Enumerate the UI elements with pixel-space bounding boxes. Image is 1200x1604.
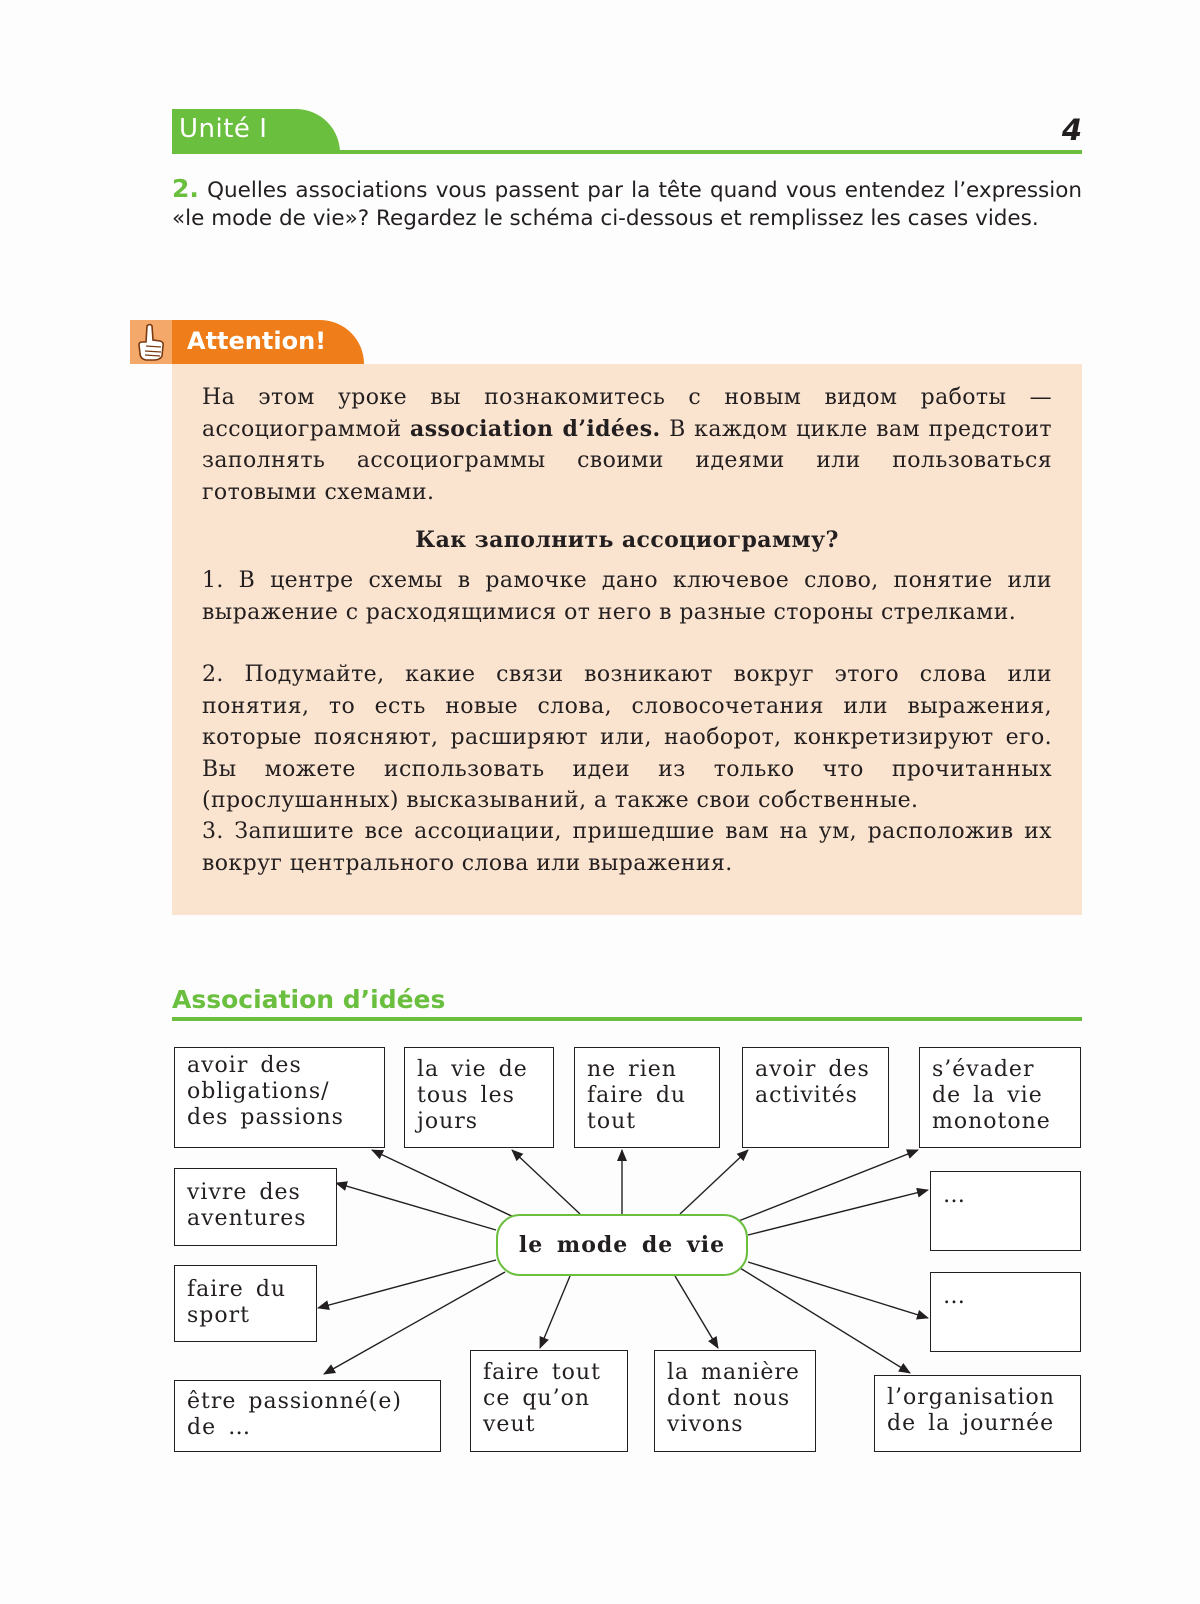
arrow [680,1150,748,1214]
center-concept: le mode de vie [496,1214,748,1276]
association-title: Association d’idées [172,985,446,1014]
attention-step: 1. В центре схемы в рамочке дано ключевое слово, понятие или выражение с расходящимися от него в разные стороны стрелками. [202,568,1052,625]
attention-step: 2. Подумайте, какие связи возникают вокруг этого слова или понятия, то есть новые слова, словосочетания или выражения, которые поясняют, расширяют или, наоборот, конкретизируют его. Вы можете использовать идеи из только что прочитанных (прослушанных) высказываний, а также свои собственные. [202,662,1052,813]
arrow [540,1276,570,1348]
association-box: faire tout ce qu’on veut [470,1350,628,1452]
association-box: avoir des obligations/ des passions [174,1047,385,1148]
arrow [736,1150,918,1222]
association-box: être passionné(e) de … [174,1380,441,1452]
arrow [748,1190,928,1235]
arrow [675,1276,718,1348]
association-box: s’évader de la vie monotone [919,1047,1081,1148]
association-box: ne rien faire du tout [574,1047,720,1148]
attention-heading: Как заполнить ассоциограмму? [415,527,839,553]
attention-step: 3. Запишите все ассоциации, пришедшие вам на ум, расположив их вокруг центрального слова или выражения. [202,819,1052,876]
association-box: vivre des aventures [174,1168,337,1246]
page-number: 4 [1061,113,1082,147]
exercise-number: 2. [172,174,199,203]
arrow [318,1260,496,1308]
empty-association-box[interactable]: … [930,1272,1081,1352]
attention-intro-text: На этом уроке вы познакомитесь с новым видом работы — ассоциограммой [202,385,1052,442]
arrow [372,1150,520,1220]
unit-title: Unité I [179,114,268,144]
arrow [336,1183,496,1230]
association-box: faire du sport [174,1265,317,1342]
association-box: avoir des activités [742,1047,889,1148]
attention-intro-term: association d’idées. [410,415,661,442]
attention-title: Attention! [187,327,327,355]
arrow [512,1150,580,1214]
exercise-text: Quelles associations vous passent par la tête quand vous entendez l’expression «le mode de vie»? Regardez le schéma ci-dessous et remplissez les cases vides. [172,178,1082,231]
association-box: la manière dont nous vivons [654,1350,816,1452]
attention-intro-text-2: В каждом цикле вам предстоит заполнять ассоциограммы своими идеями или пользоваться готовыми схемами. [202,416,1052,505]
association-box: l’organisation de la journée [874,1375,1081,1452]
empty-association-box[interactable]: … [930,1171,1081,1251]
association-box: la vie de tous les jours [404,1047,554,1148]
